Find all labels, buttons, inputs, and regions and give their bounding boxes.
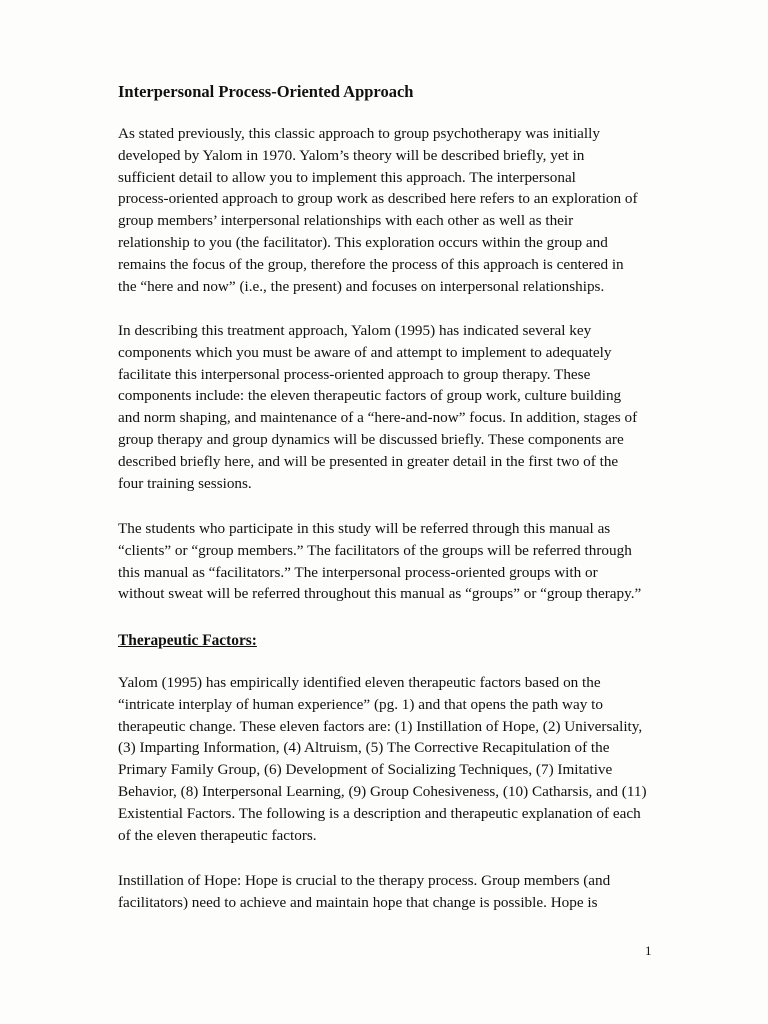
text-line: described briefly here, and will be presented in greater detail in the first two of the	[118, 452, 619, 470]
page-number: 1	[645, 943, 652, 958]
text-line: components which you must be aware of and attempt to implement to adequately	[118, 343, 612, 361]
text-line: components include: the eleven therapeutic factors of group work, culture building	[118, 387, 622, 405]
text-line: the “here and now” (i.e., the present) and focuses on interpersonal relationships.	[118, 277, 605, 295]
text-line: therapeutic change. These eleven factors are: (1) Instillation of Hope, (2) Universality,	[118, 717, 643, 735]
text-line: Instillation of Hope: Hope is crucial to the therapy process. Group members (and	[118, 872, 611, 889]
text-line: process-oriented approach to group work as described here refers to an exploration of	[118, 190, 638, 208]
paragraph-instillation-of-hope	[118, 870, 610, 914]
text-line: The students who participate in this study will be referred through this manual as	[118, 520, 611, 537]
paragraph-components	[118, 320, 637, 494]
text-line: developed by Yalom in 1970. Yalom’s theory will be described briefly, yet in	[118, 146, 585, 164]
text-line: As stated previously, this classic approach to group psychotherapy was initially	[118, 125, 600, 142]
text-line: “intricate interplay of human experience” (pg. 1) and that opens the path way to	[118, 695, 603, 713]
text-line: group members’ interpersonal relationships with each other as well as their	[118, 212, 574, 230]
text-line: “clients” or “group members.” The facilitators of the groups will be referred through	[118, 541, 632, 559]
text-line: In describing this treatment approach, Yalom (1995) has indicated several key	[118, 322, 592, 339]
text-line: (3) Imparting Information, (4) Altruism, (5) The Corrective Recapitulation of the	[118, 739, 610, 757]
text-line: four training sessions.	[118, 474, 252, 492]
text-line: Behavior, (8) Interpersonal Learning, (9) Group Cohesiveness, (10) Catharsis, and (11)	[118, 782, 647, 800]
text-line: group therapy and group dynamics will be discussed briefly. These components are	[118, 430, 624, 448]
paragraph-intro	[118, 123, 638, 297]
text-line: of the eleven therapeutic factors.	[118, 826, 317, 844]
page-title: Interpersonal Process-Oriented Approach	[118, 82, 414, 101]
text-line: Yalom (1995) has empirically identified eleven therapeutic factors based on the	[118, 674, 601, 691]
text-line: Primary Family Group, (6) Development of Socializing Techniques, (7) Imitative	[118, 761, 613, 779]
text-line: Existential Factors. The following is a description and therapeutic explanation of each	[118, 804, 641, 822]
text-line: relationship to you (the facilitator). This exploration occurs within the group and	[118, 233, 608, 251]
text-line: this manual as “facilitators.” The interpersonal process-oriented groups with or	[118, 563, 598, 581]
paragraph-therapeutic-factors	[118, 672, 647, 846]
text-line: facilitate this interpersonal process-oriented approach to group therapy. These	[118, 365, 591, 383]
text-line: facilitators) need to achieve and maintain hope that change is possible. Hope is	[118, 893, 598, 911]
text-line: and norm shaping, and maintenance of a “here-and-now” focus. In addition, stages of	[118, 409, 638, 427]
text-line: without sweat will be referred throughout this manual as “groups” or “group therapy.”	[118, 585, 642, 603]
text-line: sufficient detail to allow you to implement this approach. The interpersonal	[118, 168, 576, 186]
paragraph-terminology	[118, 518, 641, 605]
section-heading: Therapeutic Factors:	[118, 632, 257, 649]
text-line: remains the focus of the group, therefore the process of this approach is centered in	[118, 255, 624, 273]
